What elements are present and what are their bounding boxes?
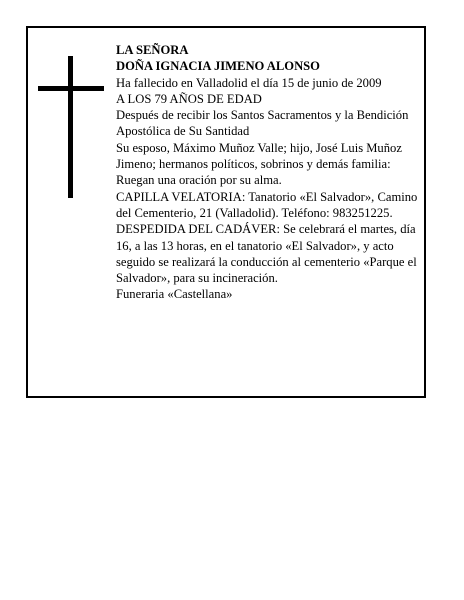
cross-vertical-bar <box>68 56 73 198</box>
funeral-home: Funeraria «Castellana» <box>116 287 233 302</box>
age-line: A LOS 79 AÑOS DE EDAD <box>116 91 262 106</box>
chapel-paragraph: CAPILLA VELATORIA: Tanatorio «El Salvador», Camino del Cementerio, 21 (Valladolid). Teléfono: 983251225. <box>116 189 418 220</box>
sacraments-paragraph: Después de recibir los Santos Sacramentos y la Bendición Apostólica de Su Santidad <box>116 108 409 139</box>
funeral-paragraph: DESPEDIDA DEL CADÁVER: Se celebrará el martes, día 16, a las 13 horas, en el tanatorio «El Salvador», y acto seguido se realizará la conducción al cementerio «Parque el Salvador», para su incineración. <box>116 222 417 286</box>
family-paragraph: Su esposo, Máximo Muñoz Valle; hijo, José Luis Muñoz Jimeno; hermanos políticos, sobrinos y demás familia: <box>116 140 402 172</box>
notice-text <box>116 42 422 303</box>
deceased-name: DOÑA IGNACIA JIMENO ALONSO <box>116 59 320 74</box>
cross-horizontal-bar <box>38 86 104 91</box>
title-line: LA SEÑORA <box>116 43 189 57</box>
prayer-request: Ruegan una oración por su alma. <box>116 173 282 188</box>
obituary-notice <box>26 26 426 398</box>
latin-cross-icon <box>38 56 104 198</box>
death-announcement: Ha fallecido en Valladolid el día 15 de junio de 2009 <box>116 75 382 90</box>
